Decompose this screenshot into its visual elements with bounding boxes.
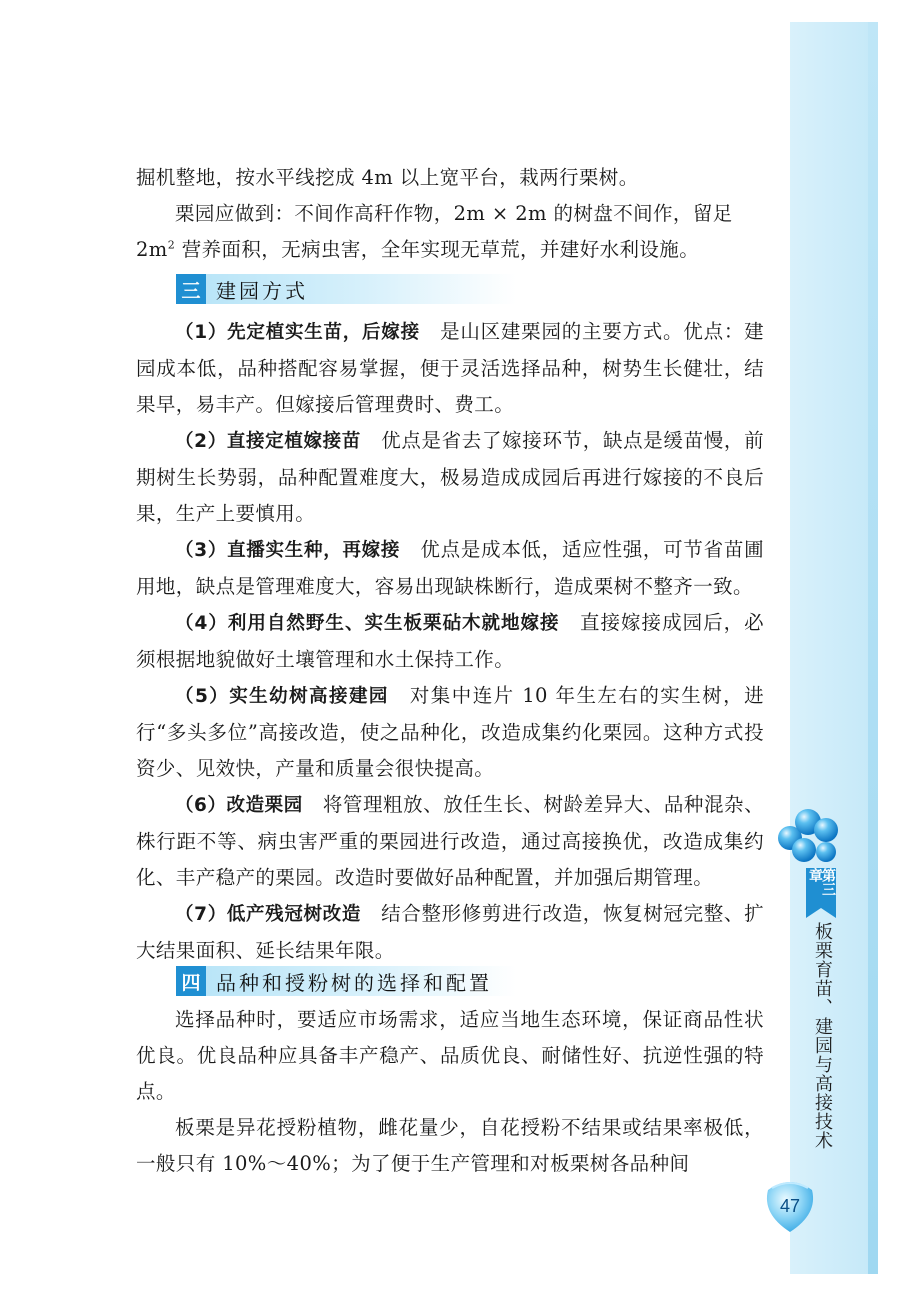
- section-number: 四: [176, 966, 206, 996]
- method-label: （1）先定植实生苗，后嫁接: [175, 322, 420, 343]
- method-label: （5）实生幼树高接建园: [175, 686, 389, 707]
- paragraph: 板栗是异花授粉植物，雌花量少，自花授粉不结果或结果率极低，一般只有 10%～40%；为了便于生产管理和对板栗树各品种间: [136, 1116, 764, 1175]
- method-item: （2）直接定植嫁接苗 优点是省去了嫁接环节，缺点是缓苗慢，前期树生长势弱，品种配置难度大，极易造成成园后再进行嫁接的不良后果，生产上要慎用。: [136, 429, 764, 525]
- intro-text: [136, 160, 764, 268]
- method-label: （3）直播实生种，再嫁接: [175, 540, 401, 561]
- paragraph: 选择品种时，要适应市场需求，适应当地生态环境，保证商品性状优良。优良品种应具备丰产稳产、品质优良、耐储性好、抗逆性强的特点。: [136, 1008, 764, 1103]
- section-title: 品种和授粉树的选择和配置: [216, 970, 492, 995]
- method-label: （7）低产残冠树改造: [175, 904, 361, 925]
- paragraph: 掘机整地，按水平线挖成 4m 以上宽平台，栽两行栗树。: [136, 166, 639, 189]
- side-band-edge: [868, 22, 878, 1274]
- section-title: 建园方式: [216, 278, 308, 303]
- section-heading-3: [176, 274, 516, 304]
- variety-text: [136, 1002, 764, 1182]
- paragraph-continued: $2m^2$ 营养面积，无病虫害，全年实现无草荒，并建好水利设施。: [136, 238, 700, 261]
- method-item: （4）利用自然野生、实生板栗砧木就地嫁接 直接嫁接成园后，必须根据地貌做好土壤管理和水土保持工作。: [136, 611, 764, 671]
- paragraph: 栗园应做到：不间作高秆作物，2m × 2m 的树盘不间作，留足: [175, 202, 733, 225]
- method-item: （3）直播实生种，再嫁接 优点是成本低，适应性强，可节省苗圃用地，缺点是管理难度大，容易出现缺株断行，造成栗树不整齐一致。: [136, 538, 764, 598]
- method-label: （2）直接定植嫁接苗: [175, 431, 361, 452]
- chestnut-cluster-icon: [770, 800, 850, 870]
- methods-list: [136, 314, 764, 969]
- method-item: （7）低产残冠树改造 结合整形修剪进行改造，恢复树冠完整、扩大结果面积、延长结果年限。: [136, 902, 764, 962]
- page-number: 47: [779, 1195, 801, 1216]
- method-item: （5）实生幼树高接建园 对集中连片 10 年生左右的实生树，进行“多头多位”高接改造，使之品种化，改造成集约化栗园。这种方式投资少、见效快，产量和质量会很快提高。: [136, 684, 764, 780]
- method-label: （6）改造栗园: [175, 795, 303, 816]
- section-heading-4: [176, 966, 516, 996]
- section-number: 三: [176, 274, 206, 304]
- method-label: （4）利用自然野生、实生板栗砧木就地嫁接: [175, 613, 560, 634]
- chapter-tab: 第三章: [806, 868, 836, 908]
- chapter-title: 板栗育苗、建园与高接技术: [812, 922, 833, 1150]
- method-item: （6）改造栗园 将管理粗放、放任生长、树龄差异大、品种混杂、株行距不等、病虫害严重的栗园进行改造，通过高接换优，改造成集约化、丰产稳产的栗园。改造时要做好品种配置，并加强后期管理。: [136, 793, 764, 889]
- method-item: （1）先定植实生苗，后嫁接 是山区建栗园的主要方式。优点：建园成本低，品种搭配容易掌握，便于灵活选择品种，树势生长健壮，结果早，易丰产。但嫁接后管理费时、费工。: [136, 320, 764, 416]
